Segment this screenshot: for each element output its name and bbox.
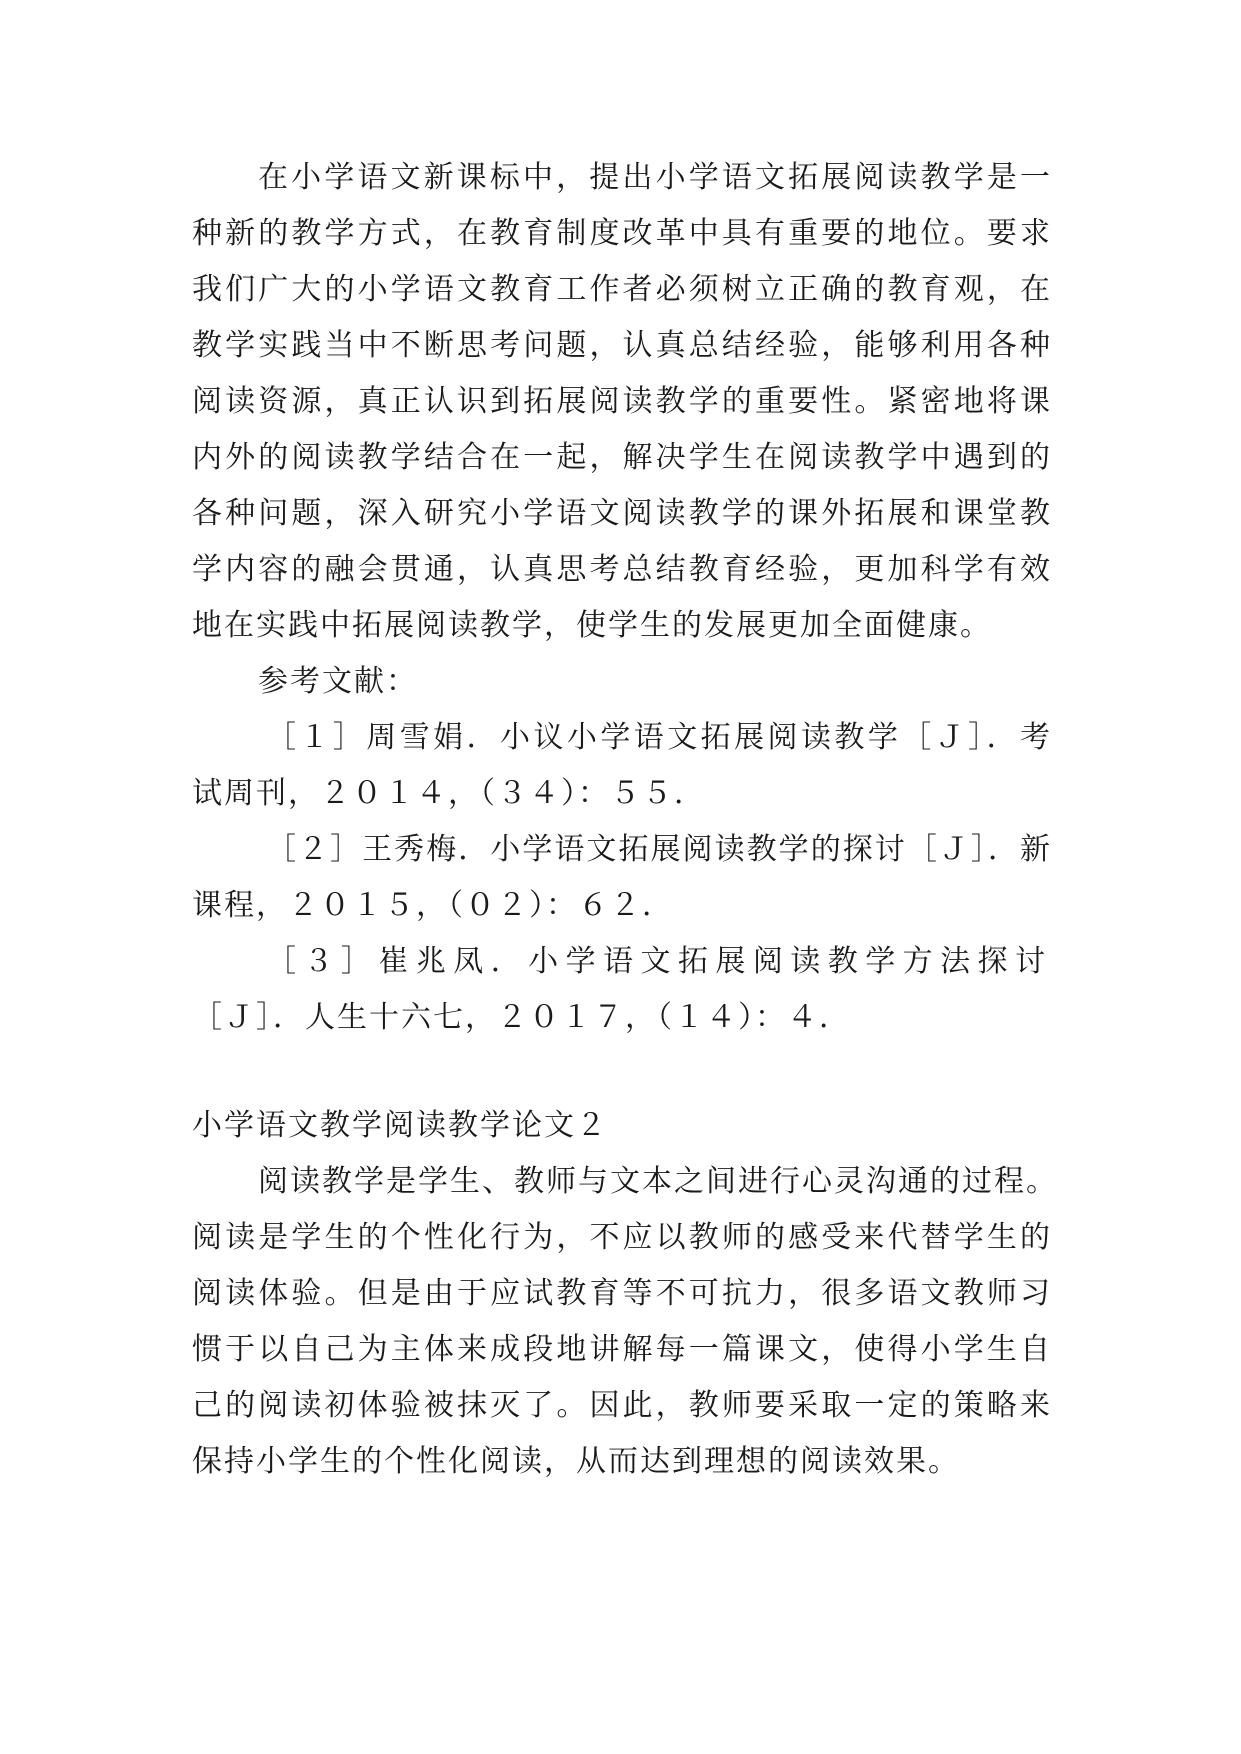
reference-line: ［Ｊ］．人生十六七，２０１７，（１４）：４． (192, 1000, 851, 1035)
reference-line: ［１］周雪娟．小议小学语文拓展阅读教学［Ｊ］．考 (266, 720, 1052, 755)
text-line: 地在实践中拓展阅读教学，使学生的发展更加全面健康。 (192, 608, 992, 643)
text-line: 在小学语文新课标中，提出小学语文拓展阅读教学是一 (258, 160, 1052, 195)
text-line: 我们广大的小学语文教育工作者必须树立正确的教育观，在 (192, 272, 1052, 307)
text-line: 阅读资源，真正认识到拓展阅读教学的重要性。紧密地将课 (192, 384, 1052, 419)
reference-line: 试周刊，２０１４，（３４）：５５． (192, 776, 706, 811)
reference-line: 课程，２０１５，（０２）：６２． (192, 888, 674, 923)
document-page (192, 150, 1058, 1490)
reference-item-3 (192, 934, 1052, 1046)
references-heading: 参考文献： (258, 664, 418, 699)
text-line: 己的阅读初体验被抹灭了。因此，教师要采取一定的策略来 (192, 1388, 1052, 1423)
text-line: 学内容的融会贯通，认真思考总结教育经验，更加科学有效 (192, 552, 1052, 587)
text-line: 保持小学生的个性化阅读，从而达到理想的阅读效果。 (192, 1444, 960, 1479)
text-line: 阅读是学生的个性化行为，不应以教师的感受来代替学生的 (192, 1220, 1052, 1255)
text-line: 内外的阅读教学结合在一起，解决学生在阅读教学中遇到的 (192, 440, 1052, 475)
text-line: 惯于以自己为主体来成段地讲解每一篇课文，使得小学生自 (192, 1332, 1052, 1367)
text-line: 各种问题，深入研究小学语文阅读教学的课外拓展和课堂教 (192, 496, 1052, 531)
reference-item-1 (192, 710, 1052, 822)
text-line: 阅读教学是学生、教师与文本之间进行心灵沟通的过程。 (258, 1164, 1058, 1199)
section-2 (192, 1098, 1058, 1490)
paragraph-1 (192, 150, 1052, 654)
text-line: 教学实践当中不断思考问题，认真总结经验，能够利用各种 (192, 328, 1052, 363)
reference-item-2 (192, 822, 1052, 934)
section-title: 小学语文教学阅读教学论文２ (192, 1108, 608, 1143)
reference-line: ［２］王秀梅．小学语文拓展阅读教学的探讨［Ｊ］．新 (266, 832, 1052, 867)
reference-line: ［３］崔兆凤．小学语文拓展阅读教学方法探讨 (266, 944, 1052, 979)
text-line: 阅读体验。但是由于应试教育等不可抗力，很多语文教师习 (192, 1276, 1052, 1311)
text-line: 种新的教学方式，在教育制度改革中具有重要的地位。要求 (192, 216, 1052, 251)
references (192, 654, 1052, 1046)
